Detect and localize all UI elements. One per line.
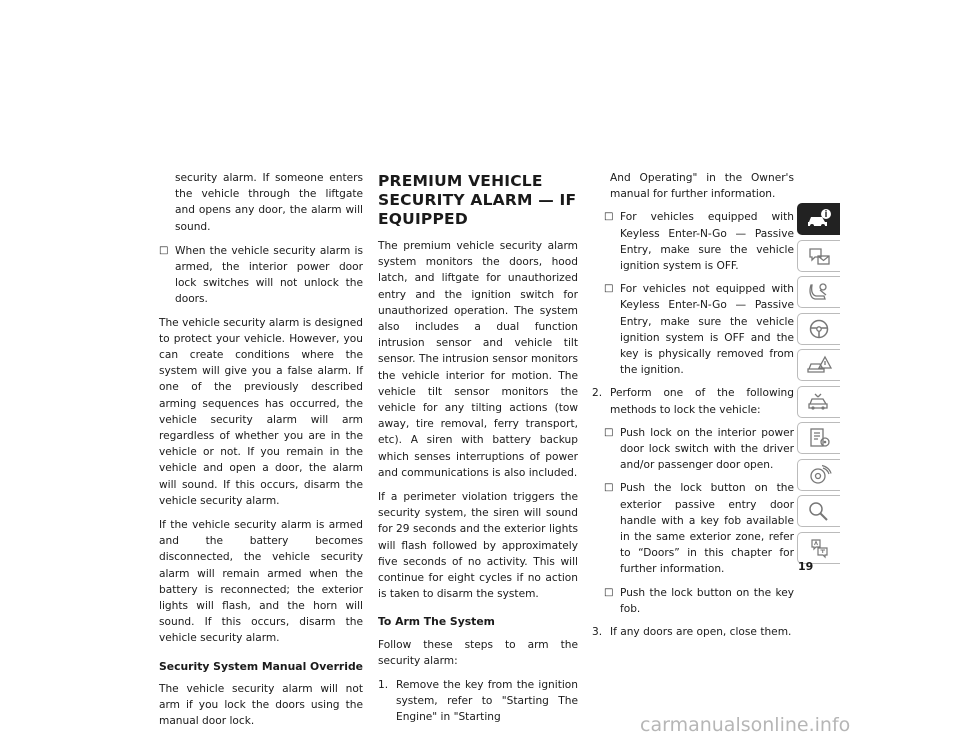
step-continuation: And Operating" in the Owner's manual for further information.: [610, 172, 794, 201]
step-text: Perform one of the following methods to lock the vehicle:: [610, 387, 794, 416]
column-right: [592, 170, 794, 647]
tab-multimedia[interactable]: [797, 459, 840, 491]
continued-text: security alarm. If someone enters the vehicle through the liftgate and opens any door, the alarm will sound.: [175, 172, 363, 233]
tab-car-service[interactable]: [797, 386, 840, 418]
car-info-icon: [806, 208, 832, 230]
sub-bullet-item: □ For vehicles equipped with Keyless Enter-N-Go — Passive Entry, make sure the vehicle ignition system is OFF.: [592, 209, 794, 274]
tab-index[interactable]: [797, 495, 840, 527]
seat-icon: [806, 281, 832, 303]
section-heading: To Arm The System: [378, 615, 495, 629]
tab-car-info[interactable]: [797, 203, 840, 235]
paragraph: The vehicle security alarm will not arm if you lock the doors using the manual door lock.: [159, 682, 363, 728]
sub-bullet-item: □ Push the lock button on the key fob.: [592, 585, 794, 617]
numbered-step: [592, 624, 794, 640]
tab-seat[interactable]: [797, 276, 840, 308]
paragraph: If a perimeter violation triggers the security system, the siren will sound for 29 seconds and the exterior lights will flash followed by approximately five seconds of no activity. This will continue for eight cycles if no action is taken to disarm the system.: [378, 491, 578, 601]
watermark: carmanualsonline.info: [640, 714, 851, 736]
tab-car-warning[interactable]: [797, 349, 840, 381]
message-icon: [806, 245, 832, 267]
multimedia-icon: [806, 464, 832, 486]
magnifier-icon: [806, 500, 832, 522]
step-number: 3.: [592, 626, 603, 639]
tab-language[interactable]: [797, 532, 840, 564]
step-text: If any doors are open, close them.: [610, 626, 792, 639]
column-middle: [378, 170, 578, 733]
sub-bullet-item: □ For vehicles not equipped with Keyless Enter-N-Go — Passive Entry, make sure the vehicle ignition system is OFF and the key is physically removed from the ignition.: [592, 281, 794, 378]
paragraph: If the vehicle security alarm is armed and the battery becomes disconnected, the vehicle security alarm will remain armed when the battery is reconnected; the exterior lights will flash, and the horn will sound. If this occurs, disarm the vehicle security alarm.: [159, 519, 363, 645]
sub-bullet-item: □ Push lock on the interior power door lock switch with the driver and/or passenger door open.: [592, 425, 794, 474]
tab-specifications[interactable]: [797, 422, 840, 454]
section-heading: Security System Manual Override: [159, 659, 363, 673]
paragraph: Follow these steps to arm the security alarm:: [378, 638, 578, 667]
specifications-icon: [806, 427, 832, 449]
step-number: 2.: [592, 387, 603, 400]
paragraph: The premium vehicle security alarm system monitors the doors, hood latch, and liftgate for unauthorized entry and the ignition switch for unauthorized operation. The system also includes a dual function intrusion sensor and vehicle tilt sensor. The intrusion sensor monitors the vehicle interior for motion. The vehicle tilt sensor monitors the vehicle for any tilting actions (tow away, tire removal, ferry transport, etc). A siren with battery backup which senses interruptions of power and communications is also included.: [378, 240, 578, 479]
car-warning-icon: [806, 354, 832, 376]
car-service-icon: [806, 391, 832, 413]
paragraph: The vehicle security alarm is designed to protect your vehicle. However, you can create conditions where the system will give you a false alarm. If one of the previously described arming sequences has occurred, the vehicle security alarm will arm regardless of whether you are in the vehicle or not. If you remain in the vehicle and open a door, the alarm will sound. If this occurs, disarm the vehicle security alarm.: [159, 316, 363, 507]
column-left: [159, 170, 363, 738]
page-number: 19: [798, 560, 814, 573]
step-number: 1.: [378, 679, 389, 692]
bullet-item: □ When the vehicle security alarm is armed, the interior power door lock switches will not unlock the doors.: [159, 243, 363, 308]
language-icon: [806, 537, 832, 559]
sub-bullet-item: □ Push the lock button on the exterior passive entry door handle with a key fob available in the same exterior zone, refer to “Doors” in this chapter for further information.: [592, 480, 794, 577]
steering-wheel-icon: [806, 318, 832, 340]
numbered-step: [592, 385, 794, 417]
numbered-step: [378, 677, 578, 726]
chapter-tabs: [797, 203, 841, 568]
step-text: Remove the key from the ignition system, refer to "Starting The Engine" in "Starting: [396, 679, 578, 724]
tab-steering-wheel[interactable]: [797, 313, 840, 345]
page-title: PREMIUM VEHICLE SECURITY ALARM — IF EQUIPPED: [378, 172, 577, 228]
tab-message[interactable]: [797, 240, 840, 272]
